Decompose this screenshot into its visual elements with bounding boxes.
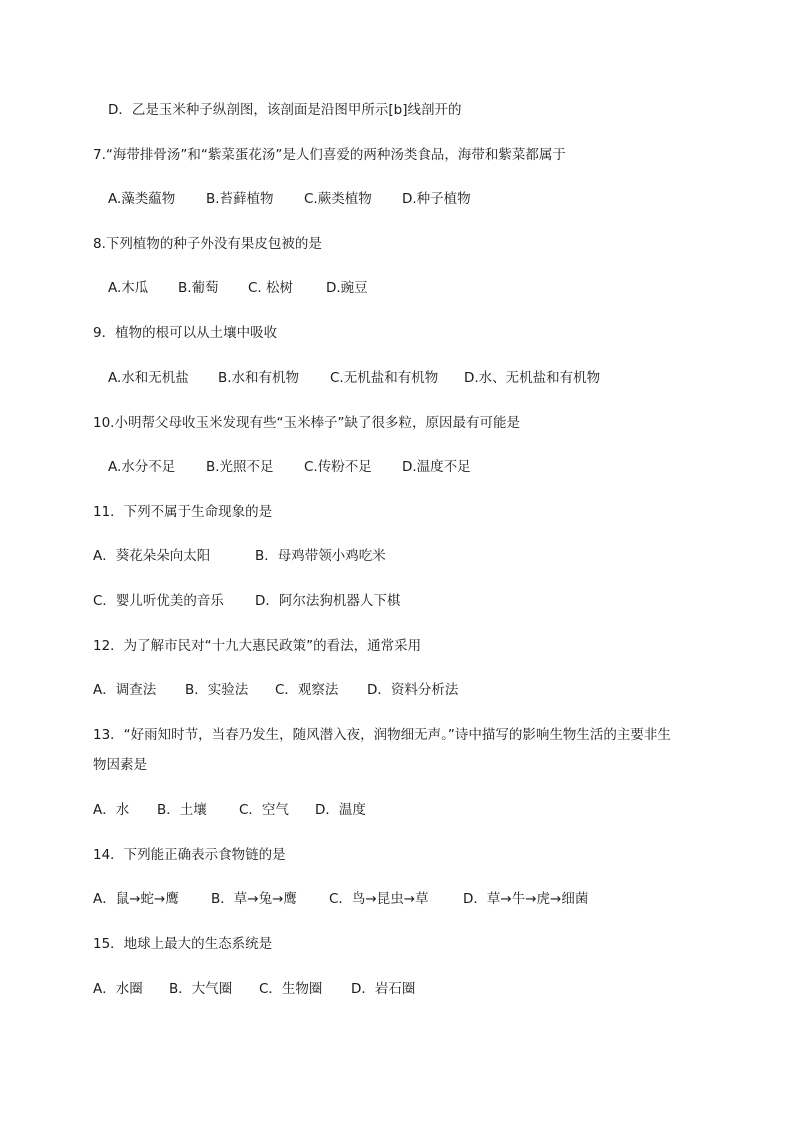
q11-option-c: C．婴儿听优美的音乐	[93, 593, 224, 609]
q9-stem: 9．植物的根可以从土壤中吸收	[93, 325, 278, 341]
q11-option-b: B．母鸡带领小鸡吃米	[255, 548, 386, 564]
q15-option-c: C．生物圈	[259, 981, 323, 997]
q14-option-a: A．鼠→蛇→鹰	[93, 891, 179, 907]
q12-option-a: A．调查法	[93, 682, 157, 698]
q13-stem-line1: 13．“好雨知时节，当春乃发生，随风潜入夜，润物细无声。”诗中描写的影响生物生活的主要非生	[93, 727, 671, 743]
q9-options	[108, 368, 600, 388]
q13-option-b: B．土壤	[157, 802, 207, 818]
q9-option-d: D.水、无机盐和有机物	[464, 370, 601, 386]
q14-option-c: C．鸟→昆虫→草	[329, 891, 429, 907]
q7-options	[108, 189, 471, 209]
q8-option-a: A.木瓜	[108, 280, 149, 296]
q9-option-a: A.水和无机盐	[108, 370, 189, 386]
q13-option-a: A．水	[93, 802, 130, 818]
q8-option-d: D.豌豆	[326, 280, 368, 296]
q13-stem-line2: 物因素是	[93, 757, 147, 773]
q8-option-c: C. 松树	[248, 280, 294, 296]
q10-options	[108, 457, 471, 477]
q12-option-b: B．实验法	[185, 682, 249, 698]
q13-option-d: D．温度	[315, 802, 366, 818]
q7-stem: 7.“海带排骨汤”和“紫菜蛋花汤”是人们喜爱的两种汤类食品，海带和紫菜都属于	[93, 147, 566, 163]
q14-option-b: B．草→兔→鹰	[211, 891, 297, 907]
q7-option-d: D.种子植物	[402, 191, 471, 207]
q6-option-d: D．乙是玉米种子纵剖图，该剖面是沿图甲所示[b]线剖开的	[108, 102, 462, 118]
q15-stem: 15．地球上最大的生态系统是	[93, 936, 273, 952]
q12-option-c: C．观察法	[275, 682, 339, 698]
q8-stem: 8.下列植物的种子外没有果皮包被的是	[93, 236, 322, 252]
q9-option-b: B.水和有机物	[218, 370, 300, 386]
q13-option-c: C．空气	[239, 802, 289, 818]
q10-option-a: A.水分不足	[108, 459, 176, 475]
q12-options	[93, 680, 458, 700]
q10-option-b: B.光照不足	[206, 459, 274, 475]
q15-option-d: D．岩石圈	[351, 981, 416, 997]
q8-options	[108, 278, 368, 298]
q10-option-d: D.温度不足	[402, 459, 471, 475]
q10-option-c: C.传粉不足	[304, 459, 372, 475]
q11-stem: 11．下列不属于生命现象的是	[93, 504, 273, 520]
q12-stem: 12．为了解市民对“十九大惠民政策”的看法，通常采用	[93, 638, 422, 654]
q12-option-d: D．资料分析法	[367, 682, 459, 698]
q15-option-a: A．水圈	[93, 981, 143, 997]
q15-options	[93, 979, 415, 999]
q7-option-c: C.蕨类植物	[304, 191, 372, 207]
q7-option-b: B.苔藓植物	[206, 191, 274, 207]
q15-option-b: B．大气圈	[169, 981, 233, 997]
q11-option-a: A．葵花朵朵向太阳	[93, 548, 211, 564]
q8-option-b: B.葡萄	[178, 280, 219, 296]
q14-stem: 14．下列能正确表示食物链的是	[93, 847, 286, 863]
q9-option-c: C.无机盐和有机物	[330, 370, 439, 386]
q10-stem: 10.小明帮父母收玉米发现有些“玉米棒子”缺了很多粒，原因最有可能是	[93, 415, 520, 431]
q7-option-a: A.藻类藴物	[108, 191, 176, 207]
q14-option-d: D．草→牛→虎→细菌	[463, 891, 589, 907]
q11-options-row1	[93, 546, 386, 566]
q11-options-row2	[93, 591, 400, 611]
q11-option-d: D．阿尔法狗机器人下棋	[255, 593, 401, 609]
q14-options	[93, 889, 588, 909]
q13-options	[93, 800, 366, 820]
